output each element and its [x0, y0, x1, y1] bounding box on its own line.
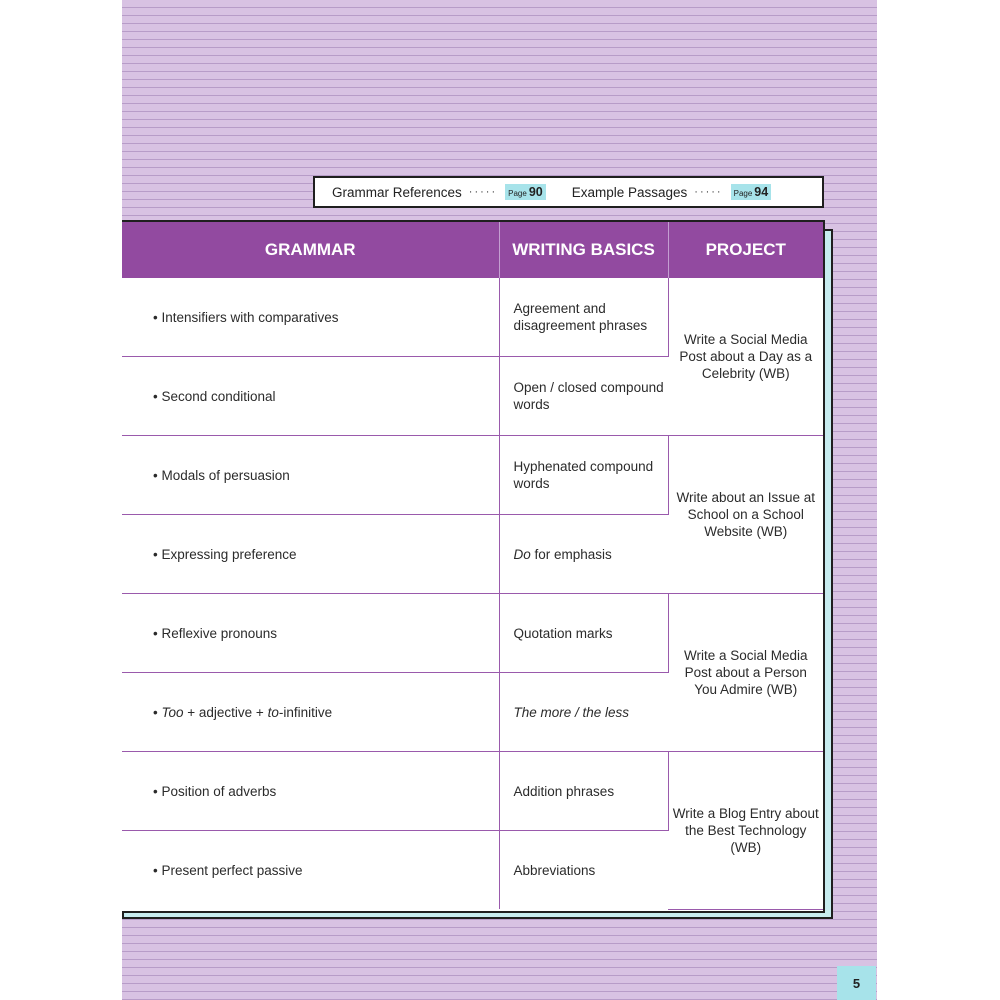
- reference-bar: [313, 176, 824, 208]
- example-passages-link[interactable]: [572, 184, 771, 200]
- table-row: [122, 278, 823, 357]
- project-cell: Write a Social Media Post about a Day as a Celebrity (WB): [668, 278, 823, 436]
- project-header: PROJECT: [668, 222, 823, 278]
- grammar-text: -infinitive: [278, 704, 333, 720]
- project-cell: Write about an Issue at School on a School Website (WB): [668, 436, 823, 594]
- grammar-cell: • Position of adverbs: [122, 752, 499, 831]
- grammar-cell: • Intensifiers with comparatives: [122, 278, 499, 357]
- table-row: [122, 594, 823, 673]
- writing-cell: Open / closed compound words: [499, 357, 668, 436]
- writing-cell: Agreement and disagreement phrases: [499, 278, 668, 357]
- grammar-cell: • Second conditional: [122, 357, 499, 436]
- page-number: 5: [837, 966, 876, 1000]
- writing-cell: Quotation marks: [499, 594, 668, 673]
- table-header-row: [122, 222, 823, 278]
- grammar-cell: • Present perfect passive: [122, 831, 499, 910]
- table-row: [122, 436, 823, 515]
- leader-dots: ·····: [468, 186, 498, 198]
- grammar-header: GRAMMAR: [122, 222, 499, 278]
- writing-cell: [499, 515, 668, 594]
- grammar-cell: • Reflexive pronouns: [122, 594, 499, 673]
- grammar-references-page-chip: Page 90: [505, 184, 546, 200]
- writing-cell: Hyphenated compound words: [499, 436, 668, 515]
- writing-text: for emphasis: [530, 546, 612, 562]
- table-row: [122, 752, 823, 831]
- grammar-cell: • Expressing preference: [122, 515, 499, 594]
- writing-emphasis: Do: [513, 546, 531, 562]
- grammar-references-link[interactable]: [332, 184, 546, 200]
- grammar-text: + adjective +: [183, 704, 268, 720]
- writing-cell: [499, 673, 668, 752]
- grammar-emphasis: Too: [161, 704, 184, 720]
- syllabus-table: [122, 220, 825, 913]
- leader-dots: ·····: [694, 186, 723, 198]
- writing-emphasis: The more / the less: [513, 704, 630, 720]
- project-cell: Write a Social Media Post about a Person You Admire (WB): [668, 594, 823, 752]
- grammar-references-label: Grammar References: [332, 184, 462, 200]
- writing-basics-header: WRITING BASICS: [499, 222, 668, 278]
- grammar-cell: • Modals of persuasion: [122, 436, 499, 515]
- project-cell: Write a Blog Entry about the Best Technology (WB): [668, 752, 823, 910]
- grammar-emphasis: to: [267, 704, 279, 720]
- example-passages-page-chip: Page 94: [731, 184, 772, 200]
- writing-cell: Addition phrases: [499, 752, 668, 831]
- bullet: •: [153, 704, 162, 720]
- example-passages-label: Example Passages: [571, 184, 688, 200]
- writing-cell: Abbreviations: [513, 862, 596, 878]
- grammar-cell: [122, 673, 499, 752]
